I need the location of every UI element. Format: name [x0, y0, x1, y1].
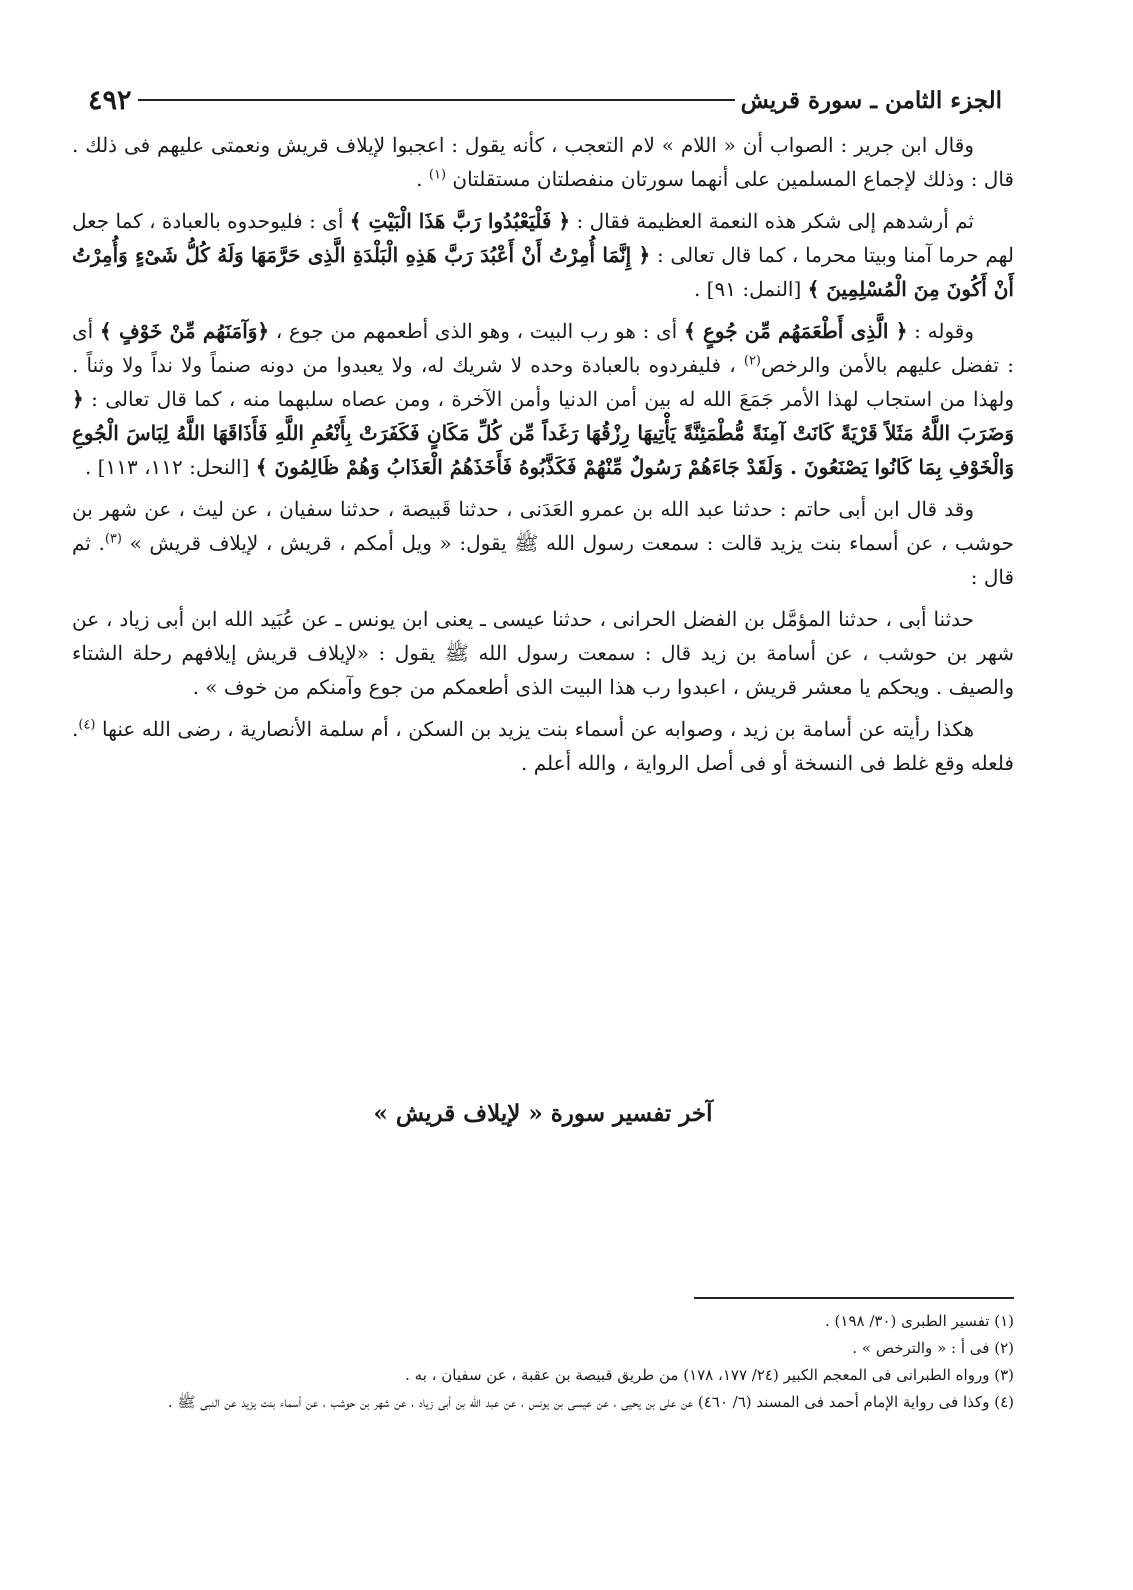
paragraph-1 — [72, 128, 1014, 196]
footnote-ref: (٢) — [743, 353, 761, 369]
header-rule — [138, 99, 735, 101]
paragraph-4 — [72, 492, 1014, 594]
paragraph-3 — [72, 314, 1014, 484]
quran-verse: ﴿وَآمَنَهُم مِّنْ خَوْفٍ ﴾ — [99, 319, 270, 343]
footnote-rule — [694, 1297, 1014, 1299]
paragraph-end: . فلعله وقع غلط فى النسخة أو فى أصل الرواية ، والله أعلم . — [72, 717, 1014, 775]
paragraph-text: أى : فليوحدوه بالعبادة ، كما جعل لهم حرما آمنا وبيتا محرما ، كما قال تعالى : — [72, 209, 1014, 267]
quran-verse: ﴿ إِنَّمَا أُمِرْتُ أَنْ أَعْبُدَ رَبَّ هَذِهِ الْبَلْدَةِ الَّذِى حَرَّمَهَا وَلَهُ كُلُّ شَىْءٍ وَأُمِرْتُ أَنْ أَكُونَ مِنَ الْمُسْلِمِينَ ﴾ — [72, 243, 1014, 301]
footnote-1: (١) تفسير الطبرى (٣٠/ ١٩٨) . — [825, 1312, 1014, 1330]
paragraph-end: . — [416, 167, 429, 191]
page-number: ٤٩٢ — [88, 84, 132, 116]
paragraph-text: وقد قال ابن أبى حاتم : حدثنا عبد الله بن عمرو العَدَنى ، حدثنا قَبيصة ، حدثنا سفيان ، عن ليث ، عن شهر بن حوشب ، عن أسماء بنت يزيد قالت : سمعت رسول الله ﷺ يقول: « ويل أمكم ، قريش ، لإيلاف قريش » — [72, 497, 1015, 555]
verse-citation: [النمل: ٩١] . — [693, 277, 808, 301]
paragraph-6 — [72, 712, 1014, 780]
main-text — [72, 128, 1014, 788]
footnote-ref: (١) — [428, 167, 447, 183]
paragraph-5 — [72, 602, 1014, 704]
footnote-3: (٣) ورواه الطبرانى فى المعجم الكبير (٢٤/ ١٧٧، ١٧٨) من طريق قبيصة بن عقبة ، عن سفيان ، به . — [405, 1366, 1014, 1384]
footnote-ref: (٤) — [78, 717, 96, 733]
surah-closing-title: آخر تفسير سورة « لإيلاف قريش » — [373, 1100, 713, 1127]
paragraph-text: ثم أرشدهم إلى شكر هذه النعمة العظيمة فقال : — [570, 209, 974, 233]
footnote-2: (٢) فى أ : « والترخص » . — [852, 1339, 1014, 1357]
verse-citation: [النحل: ١١٢، ١١٣] . — [84, 455, 256, 479]
paragraph-text: ، فليفردوه بالعبادة وحده لا شريك له، ولا يعبدوا من دونه صنماً ولا نداً ولا وثناً . ولهذا من استجاب لهذا الأمر جَمَعَ الله له بين أمن الدنيا وأمن الآخرة ، ومن عصاه سلبهما منه ، كما قال تعالى : — [72, 353, 1014, 411]
paragraph-end: . ثم قال : — [72, 531, 1014, 589]
footnote-4: (٤) وكذا فى رواية الإمام أحمد فى المسند (٦/ ٤٦٠) عن على بن يحيى ، عن عيسى بن يونس ، عن عبد الله بن أبى زياد ، عن شهر بن حوشب ، عن أسماء بنت يزيد عن النبى ﷺ . — [167, 1393, 1014, 1411]
quran-verse: ﴿ وَضَرَبَ اللَّهُ مَثَلاً قَرْيَةً كَانَتْ آمِنَةً مُّطْمَئِنَّةً يَأْتِيهَا رِزْقُهَا رَغَداً مِّن كُلِّ مَكَانٍ فَكَفَرَتْ بِأَنْعُمِ اللَّهِ فَأَذَاقَهَا اللَّهُ لِبَاسَ الْجُوعِ وَالْخَوْفِ بِمَا كَانُوا يَصْنَعُونَ . وَلَقَدْ جَاءَهُمْ رَسُولٌ مِّنْهُمْ فَكَذَّبُوهُ فَأَخَذَهُمُ الْعَذَابُ وَهُمْ ظَالِمُونَ ﴾ — [72, 387, 1014, 479]
footnote-ref: (٣) — [104, 531, 122, 547]
book-page — [72, 72, 1014, 1552]
running-title: الجزء الثامن ـ سورة قريش — [740, 86, 1002, 114]
paragraph-text: حدثنا أبى ، حدثنا المؤمَّل بن الفضل الحرانى ، حدثنا عيسى ـ يعنى ابن يونس ـ عن عُبَيد الله ابن أبى زياد ، عن شهر بن حوشب ، عن أسامة بن زيد قال : سمعت رسول الله ﷺ يقول : «لإيلاف قريش إيلافهم رحلة الشتاء والصيف . ويحكم يا معشر قريش ، اعبدوا رب هذا البيت الذى أطعمكم من جوع وآمنكم من خوف » . — [72, 607, 1014, 699]
paragraph-text: وقوله : — [907, 319, 974, 343]
paragraph-text: أى : تفضل عليهم بالأمن والرخص — [72, 319, 1015, 377]
paragraph-text: هكذا رأيته عن أسامة بن زيد ، وصوابه عن أسماء بنت يزيد بن السكن ، أم سلمة الأنصارية ، رضى الله عنها — [102, 717, 974, 741]
footnotes — [72, 1308, 1014, 1416]
quran-verse: ﴿ الَّذِى أَطْعَمَهُم مِّن جُوعٍ ﴾ — [683, 319, 908, 343]
paragraph-text: وقال ابن جرير : الصواب أن « اللام » لام التعجب ، كأنه يقول : اعجبوا لإيلاف قريش ونعمتى عليهم فى ذلك . قال : وذلك لإجماع المسلمين على أنهما سورتان منفصلتان مستقلتان — [72, 133, 1014, 191]
page-header — [72, 80, 1014, 120]
quran-verse: ﴿ فَلْيَعْبُدُوا رَبَّ هَذَا الْبَيْتِ ﴾ — [349, 209, 571, 233]
paragraph-text: أى : هو رب البيت ، وهو الذى أطعمهم من جوع ، — [269, 319, 684, 343]
paragraph-2 — [72, 204, 1014, 306]
